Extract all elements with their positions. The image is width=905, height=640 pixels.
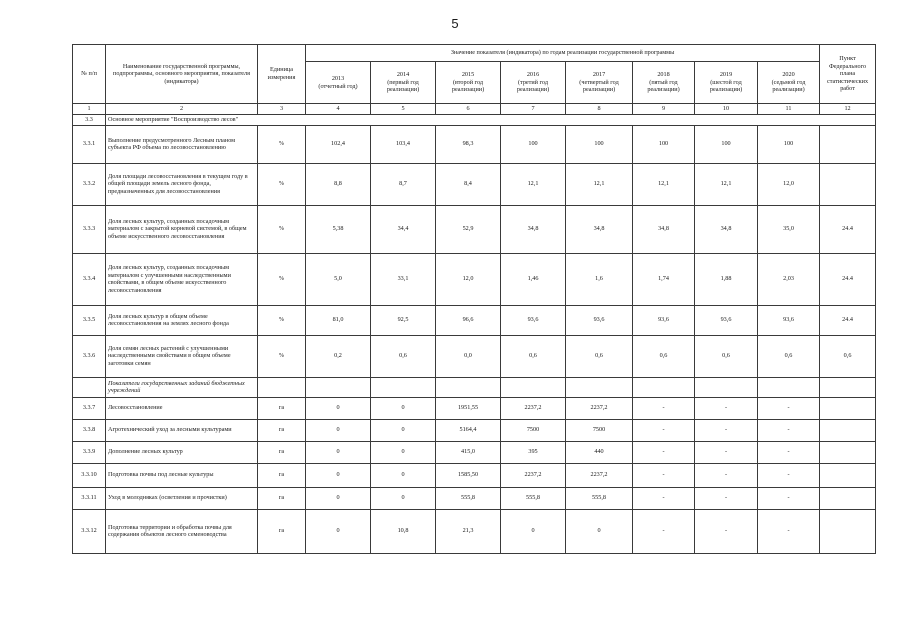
row-value-2017: 1,6	[566, 253, 633, 305]
row-value-2015: 52,9	[436, 205, 501, 253]
row-code: 3.3.3	[73, 205, 106, 253]
row-value-2014: 0	[371, 419, 436, 441]
row-code: 3.3.2	[73, 163, 106, 205]
row-federal: 24.4	[820, 205, 876, 253]
row-value-2018: 1,74	[633, 253, 695, 305]
row-value-2015: 21,3	[436, 509, 501, 553]
row-unit: га	[258, 441, 306, 463]
row-name: Доля семян лесных растений с улучшенными наследственными свойствами в общем объеме заготовки семян	[106, 335, 258, 377]
table-row	[73, 509, 876, 553]
header-year-note: (пятый год реализации)	[647, 78, 680, 94]
row-value-2013: 8,8	[306, 163, 371, 205]
row-value-2014: 0	[371, 397, 436, 419]
row-value-2013: 102,4	[306, 125, 371, 163]
row-name: Доля лесных культур, созданных посадочным материалом с улучшенными наследственными свойствами, в общем объеме искусственного лесовосстановления	[106, 253, 258, 305]
row-value-2020	[758, 377, 820, 397]
row-value-2019: -	[695, 487, 758, 509]
row-federal	[820, 377, 876, 397]
row-unit: га	[258, 463, 306, 487]
header-year-2013	[306, 62, 371, 104]
header-year-note: (второй год реализации)	[451, 78, 485, 94]
row-value-2014: 0,6	[371, 335, 436, 377]
section-title: Основное мероприятие "Воспроизводство лесов"	[106, 114, 876, 125]
column-index: 3	[258, 104, 306, 115]
row-value-2015: 12,0	[436, 253, 501, 305]
row-value-2017: 34,8	[566, 205, 633, 253]
row-value-2020: -	[758, 509, 820, 553]
row-federal	[820, 125, 876, 163]
row-value-2019: -	[695, 419, 758, 441]
row-value-2015: 5164,4	[436, 419, 501, 441]
table-row	[73, 397, 876, 419]
row-unit: %	[258, 305, 306, 335]
column-index-row	[73, 104, 876, 115]
row-code: 3.3.8	[73, 419, 106, 441]
table-header	[73, 45, 876, 115]
row-value-2019: 0,6	[695, 335, 758, 377]
row-value-2019: 34,8	[695, 205, 758, 253]
row-value-2018: -	[633, 441, 695, 463]
row-value-2014: 0	[371, 487, 436, 509]
header-year-note: (шестой год реализации)	[709, 78, 743, 94]
row-value-2015: 8,4	[436, 163, 501, 205]
row-code: 3.3.4	[73, 253, 106, 305]
row-value-2018: -	[633, 397, 695, 419]
page-number: 5	[451, 16, 459, 31]
row-value-2020: 2,03	[758, 253, 820, 305]
row-name: Уход в молодняках (осветления и прочистки)	[106, 487, 258, 509]
row-value-2017: 0	[566, 509, 633, 553]
row-unit: га	[258, 397, 306, 419]
row-value-2013: 81,0	[306, 305, 371, 335]
row-value-2015: 1951,55	[436, 397, 501, 419]
row-code: 3.3.1	[73, 125, 106, 163]
row-value-2017: 2237,2	[566, 463, 633, 487]
column-index: 11	[758, 104, 820, 115]
row-value-2020: 93,6	[758, 305, 820, 335]
row-value-2013	[306, 377, 371, 397]
header-year-label: 2020	[782, 71, 795, 79]
table-row	[73, 305, 876, 335]
row-value-2020: 100	[758, 125, 820, 163]
row-value-2020: -	[758, 397, 820, 419]
header-year-label: 2017	[592, 71, 606, 79]
row-value-2017: 0,6	[566, 335, 633, 377]
row-value-2015: 415,0	[436, 441, 501, 463]
row-name: Доля площади лесовосстановления в текущем году в общей площади земель лесного фонда, предназначенных для лесовосстановления	[106, 163, 258, 205]
column-index: 7	[501, 104, 566, 115]
section-code: 3.3	[73, 114, 106, 125]
row-code: 3.3.6	[73, 335, 106, 377]
row-federal	[820, 487, 876, 509]
column-index: 2	[106, 104, 258, 115]
row-value-2020: -	[758, 487, 820, 509]
row-value-2018: 12,1	[633, 163, 695, 205]
row-value-2014	[371, 377, 436, 397]
row-unit: %	[258, 205, 306, 253]
header-year-note: (третий год реализации)	[516, 78, 550, 94]
row-federal: 0,6	[820, 335, 876, 377]
row-value-2014: 34,4	[371, 205, 436, 253]
row-value-2016: 2237,2	[501, 463, 566, 487]
header-col-name: Наименование государственной программы, подпрограммы, основного мероприятия, показателя (индикатора)	[106, 45, 258, 104]
column-index: 8	[566, 104, 633, 115]
row-value-2019: -	[695, 509, 758, 553]
row-name: Выполнение предусмотренного Лесным планом субъекта РФ объема по лесовосстановлению	[106, 125, 258, 163]
row-code: 3.3.7	[73, 397, 106, 419]
header-year-label: 2016	[526, 71, 540, 79]
row-federal	[820, 163, 876, 205]
row-value-2020: 0,6	[758, 335, 820, 377]
header-col-no: № п/п	[73, 45, 106, 104]
row-value-2015: 1585,50	[436, 463, 501, 487]
row-name: Дополнение лесных культур	[106, 441, 258, 463]
row-federal	[820, 463, 876, 487]
row-value-2019: 93,6	[695, 305, 758, 335]
row-value-2019	[695, 377, 758, 397]
table-row	[73, 441, 876, 463]
row-value-2017	[566, 377, 633, 397]
row-value-2014: 103,4	[371, 125, 436, 163]
section-row	[73, 114, 876, 125]
row-value-2016: 555,8	[501, 487, 566, 509]
table-row	[73, 205, 876, 253]
row-name: Подготовка территории и обработка почвы для содержания объектов лесного семеноводства	[106, 509, 258, 553]
row-federal	[820, 397, 876, 419]
row-value-2019: 100	[695, 125, 758, 163]
row-federal	[820, 441, 876, 463]
row-code: 3.3.10	[73, 463, 106, 487]
row-value-2014: 8,7	[371, 163, 436, 205]
row-value-2016: 100	[501, 125, 566, 163]
row-value-2019: -	[695, 463, 758, 487]
row-value-2015	[436, 377, 501, 397]
column-index: 6	[436, 104, 501, 115]
header-year-note: (первый год реализации)	[386, 78, 420, 94]
table-row	[73, 463, 876, 487]
row-value-2020: -	[758, 463, 820, 487]
header-year-label: 2014	[396, 71, 410, 79]
row-code	[73, 377, 106, 397]
header-year-2020	[758, 62, 820, 104]
column-index: 4	[306, 104, 371, 115]
row-value-2014: 92,5	[371, 305, 436, 335]
row-federal: 24.4	[820, 253, 876, 305]
row-value-2018: -	[633, 419, 695, 441]
row-value-2017: 12,1	[566, 163, 633, 205]
row-value-2013: 5,0	[306, 253, 371, 305]
row-name: Подготовка почвы под лесные культуры	[106, 463, 258, 487]
row-value-2016: 0	[501, 509, 566, 553]
row-value-2013: 0	[306, 487, 371, 509]
row-federal: 24.4	[820, 305, 876, 335]
row-value-2019: 1,88	[695, 253, 758, 305]
row-value-2014: 0	[371, 463, 436, 487]
row-value-2019: 12,1	[695, 163, 758, 205]
table-row	[73, 419, 876, 441]
row-value-2016	[501, 377, 566, 397]
row-unit: га	[258, 509, 306, 553]
row-value-2020: 12,0	[758, 163, 820, 205]
row-value-2020: -	[758, 419, 820, 441]
row-value-2013: 0	[306, 509, 371, 553]
row-value-2016: 12,1	[501, 163, 566, 205]
row-value-2013: 0	[306, 463, 371, 487]
row-value-2017: 100	[566, 125, 633, 163]
row-value-2015: 98,3	[436, 125, 501, 163]
row-value-2018: 0,6	[633, 335, 695, 377]
row-value-2017: 555,8	[566, 487, 633, 509]
row-value-2015: 0,0	[436, 335, 501, 377]
row-code: 3.3.9	[73, 441, 106, 463]
row-value-2020: 35,0	[758, 205, 820, 253]
column-index: 1	[73, 104, 106, 115]
column-index: 12	[820, 104, 876, 115]
row-value-2017: 2237,2	[566, 397, 633, 419]
row-value-2020: -	[758, 441, 820, 463]
table-row	[73, 253, 876, 305]
indicators-table	[72, 44, 876, 554]
row-value-2013: 0	[306, 419, 371, 441]
row-code: 3.3.12	[73, 509, 106, 553]
row-name: Агротехнический уход за лесными культурами	[106, 419, 258, 441]
header-year-2015	[436, 62, 501, 104]
row-unit: га	[258, 419, 306, 441]
header-year-2014	[371, 62, 436, 104]
row-value-2014: 0	[371, 441, 436, 463]
row-value-2013: 0	[306, 441, 371, 463]
row-value-2013: 5,38	[306, 205, 371, 253]
row-name: Доля лесных культур, созданных посадочным материалом с закрытой корневой системой, в общем объеме искусственного лесовосстановления	[106, 205, 258, 253]
row-value-2017: 93,6	[566, 305, 633, 335]
header-year-label: 2015	[461, 71, 475, 79]
table-body	[73, 114, 876, 553]
row-value-2014: 33,1	[371, 253, 436, 305]
row-value-2016: 395	[501, 441, 566, 463]
column-index: 9	[633, 104, 695, 115]
row-name: Доля лесных культур в общем объеме лесовосстановления на землях лесного фонда	[106, 305, 258, 335]
row-value-2016: 1,46	[501, 253, 566, 305]
row-value-2019: -	[695, 441, 758, 463]
row-value-2017: 440	[566, 441, 633, 463]
row-value-2016: 7500	[501, 419, 566, 441]
table-row	[73, 125, 876, 163]
header-col-unit: Единица измерения	[258, 45, 306, 104]
row-value-2016: 2237,2	[501, 397, 566, 419]
table-row	[73, 163, 876, 205]
row-value-2018: -	[633, 487, 695, 509]
row-value-2016: 34,8	[501, 205, 566, 253]
row-unit	[258, 377, 306, 397]
row-name: Показатели государственных заданий бюджетных учреждений	[106, 377, 258, 397]
row-value-2013: 0	[306, 397, 371, 419]
row-value-2018: 34,8	[633, 205, 695, 253]
header-year-label: 2019	[719, 71, 733, 79]
row-value-2016: 0,6	[501, 335, 566, 377]
row-value-2018: 100	[633, 125, 695, 163]
row-code: 3.3.11	[73, 487, 106, 509]
header-year-note: (седьмой год реализации)	[771, 78, 806, 94]
row-name: Лесовосстановление	[106, 397, 258, 419]
row-value-2017: 7500	[566, 419, 633, 441]
table-row	[73, 377, 876, 397]
header-year-label: 2013	[331, 74, 345, 82]
row-code: 3.3.5	[73, 305, 106, 335]
row-value-2018	[633, 377, 695, 397]
header-year-note: (отчетный год)	[318, 82, 358, 90]
header-year-2017	[566, 62, 633, 104]
header-year-2019	[695, 62, 758, 104]
row-value-2019: -	[695, 397, 758, 419]
row-unit: %	[258, 125, 306, 163]
row-value-2018: -	[633, 509, 695, 553]
row-value-2016: 93,6	[501, 305, 566, 335]
table-row	[73, 487, 876, 509]
row-value-2015: 96,6	[436, 305, 501, 335]
header-year-2018	[633, 62, 695, 104]
column-index: 10	[695, 104, 758, 115]
header-year-label: 2018	[657, 71, 670, 79]
header-values-group: Значение показателя (индикатора) по годам реализации государственной программы	[306, 45, 820, 62]
row-federal	[820, 509, 876, 553]
header-year-2016	[501, 62, 566, 104]
column-index: 5	[371, 104, 436, 115]
row-unit: %	[258, 253, 306, 305]
row-value-2018: 93,6	[633, 305, 695, 335]
row-value-2015: 555,8	[436, 487, 501, 509]
row-federal	[820, 419, 876, 441]
row-unit: %	[258, 163, 306, 205]
table-row	[73, 335, 876, 377]
header-col-federal: Пункт Федерального плана статистических работ	[820, 45, 876, 104]
row-value-2014: 10,8	[371, 509, 436, 553]
row-value-2013: 0,2	[306, 335, 371, 377]
row-unit: %	[258, 335, 306, 377]
header-year-note: (четвертый год реализации)	[579, 78, 619, 94]
row-unit: га	[258, 487, 306, 509]
row-value-2018: -	[633, 463, 695, 487]
